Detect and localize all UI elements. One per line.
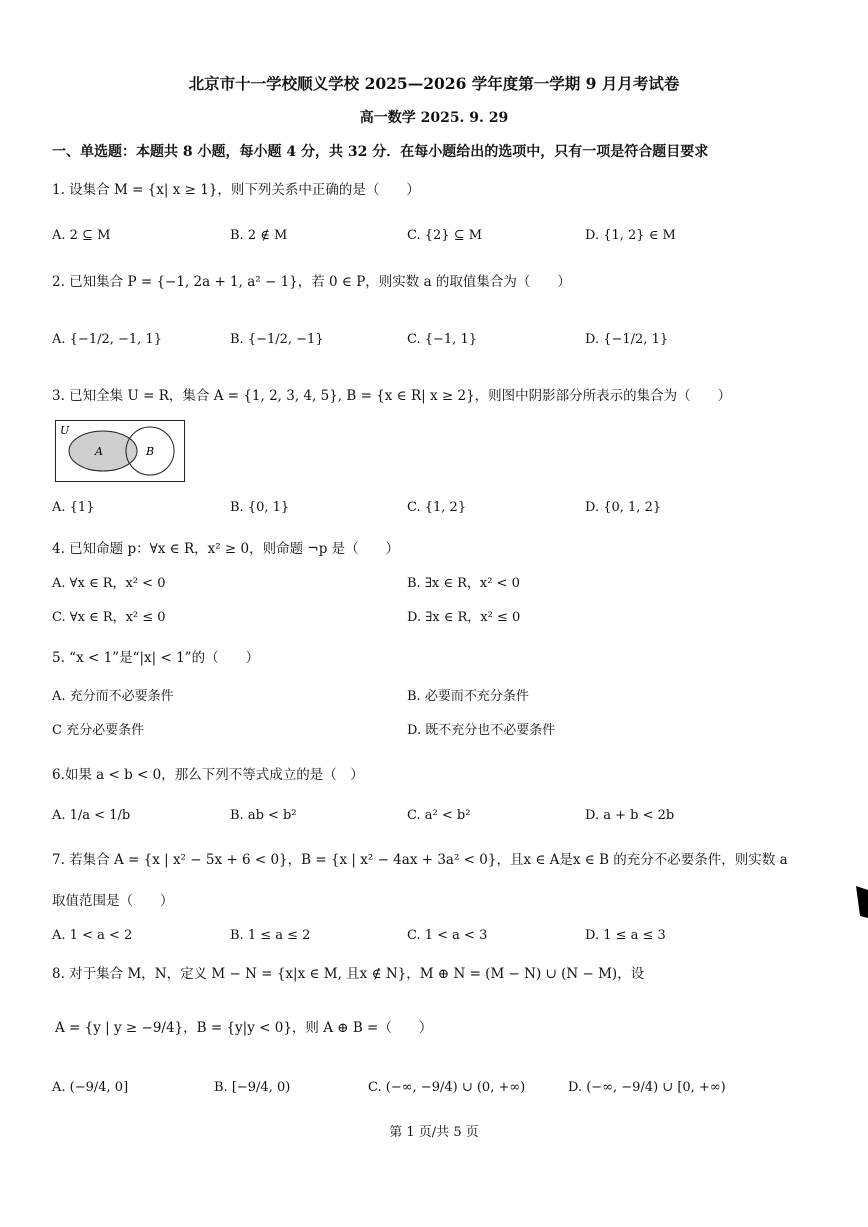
question-5-option-b: B. 必要而不充分条件 [407,689,529,704]
question-3-option-d: D. {0, 1, 2} [585,500,662,515]
question-7-option-d: D. 1 ≤ a ≤ 3 [585,928,666,943]
question-3-option-a: A. {1} [52,500,95,515]
venn-diagram [55,420,185,482]
question-1-option-d: D. {1, 2} ∈ M [585,228,676,243]
venn-label-a: A [95,445,103,458]
question-4-option-d: D. ∃x ∈ R，x² ≤ 0 [407,610,521,625]
question-6-option-c: C. a² < b² [407,808,471,823]
question-8-option-a: A. (−9/4, 0] [52,1080,129,1095]
question-1-option-c: C. {2} ⊆ M [407,228,483,243]
question-2-option-a: A. {−1/2, −1, 1} [52,332,162,347]
question-3-stem: 3. 已知全集 U = R，集合 A = {1, 2, 3, 4, 5}, B = {x ∈ R| x ≥ 2}，则图中阴影部分所表示的集合为（ ） [52,388,732,404]
exam-title: 北京市十一学校顺义学校 2025—2026 学年度第一学期 9 月月考试卷 [188,74,680,93]
question-6-stem: 6.如果 a < b < 0，那么下列不等式成立的是（ ） [52,767,364,783]
question-2-option-b: B. {−1/2, −1} [230,332,324,347]
edge-marker-shape [854,886,868,918]
question-1-stem: 1. 设集合 M = {x| x ≥ 1}，则下列关系中正确的是（ ） [52,182,420,198]
question-8-option-b: B. [−9/4, 0) [214,1080,291,1095]
question-4-stem: 4. 已知命题 p：∀x ∈ R，x² ≥ 0，则命题 ¬p 是（ ） [52,541,400,557]
question-3-option-c: C. {1, 2} [407,500,467,515]
question-4-option-b: B. ∃x ∈ R，x² < 0 [407,576,520,591]
question-4-option-a: A. ∀x ∈ R，x² < 0 [52,576,166,591]
question-8-option-c: C. (−∞, −9/4) ∪ (0, +∞) [368,1080,526,1095]
question-7-stem: 7. 若集合 A = {x | x² − 5x + 6 < 0}，B = {x | x² − 4ax + 3a² < 0}，且x ∈ A是x ∈ B 的充分不必要条件，则实数 a [52,852,788,868]
question-1-option-b: B. 2 ∉ M [230,228,288,243]
question-5-option-a: A. 充分而不必要条件 [52,689,174,704]
question-7-option-a: A. 1 < a < 2 [52,928,133,943]
question-6-option-d: D. a + b < 2b [585,808,675,823]
question-8-stem: 8. 对于集合 M，N，定义 M − N = {x|x ∈ M, 且x ∉ N}，M ⊕ N = (M − N) ∪ (N − M)，设 [52,966,645,982]
question-2-option-d: D. {−1/2, 1} [585,332,669,347]
section-heading: 一、单选题：本题共 8 小题，每小题 4 分，共 32 分．在每小题给出的选项中，只有一项是符合题目要求 [52,144,709,160]
venn-label-u: U [60,424,70,437]
question-5-option-c: C 充分必要条件 [52,723,145,738]
venn-label-b: B [146,445,155,458]
question-2-stem: 2. 已知集合 P = {−1, 2a + 1, a² − 1}，若 0 ∈ P，则实数 a 的取值集合为（ ） [52,274,571,290]
question-3-option-b: B. {0, 1} [230,500,290,515]
question-7-stem-continued: 取值范围是（ ） [52,893,174,909]
question-6-option-a: A. 1/a < 1/b [52,808,131,823]
question-7-option-c: C. 1 < a < 3 [407,928,488,943]
question-2-option-c: C. {−1, 1} [407,332,477,347]
question-8-stem-continued: A = {y | y ≥ −9/4}，B = {y|y < 0}，则 A ⊕ B =（ ） [55,1020,433,1036]
question-5-stem: 5. “x < 1”是“|x| < 1”的（ ） [52,650,260,666]
question-7-option-b: B. 1 ≤ a ≤ 2 [230,928,311,943]
set-a-shaded-ellipse [69,431,137,471]
question-1-option-a: A. 2 ⊆ M [52,228,111,243]
exam-subtitle: 高一数学 2025. 9. 29 [359,110,509,126]
question-8-option-d: D. (−∞, −9/4) ∪ [0, +∞) [568,1080,726,1095]
question-5-option-d: D. 既不充分也不必要条件 [407,723,556,738]
question-6-option-b: B. ab < b² [230,808,297,823]
question-4-option-c: C. ∀x ∈ R，x² ≤ 0 [52,610,166,625]
page-number: 第 1 页/共 5 页 [389,1125,479,1140]
